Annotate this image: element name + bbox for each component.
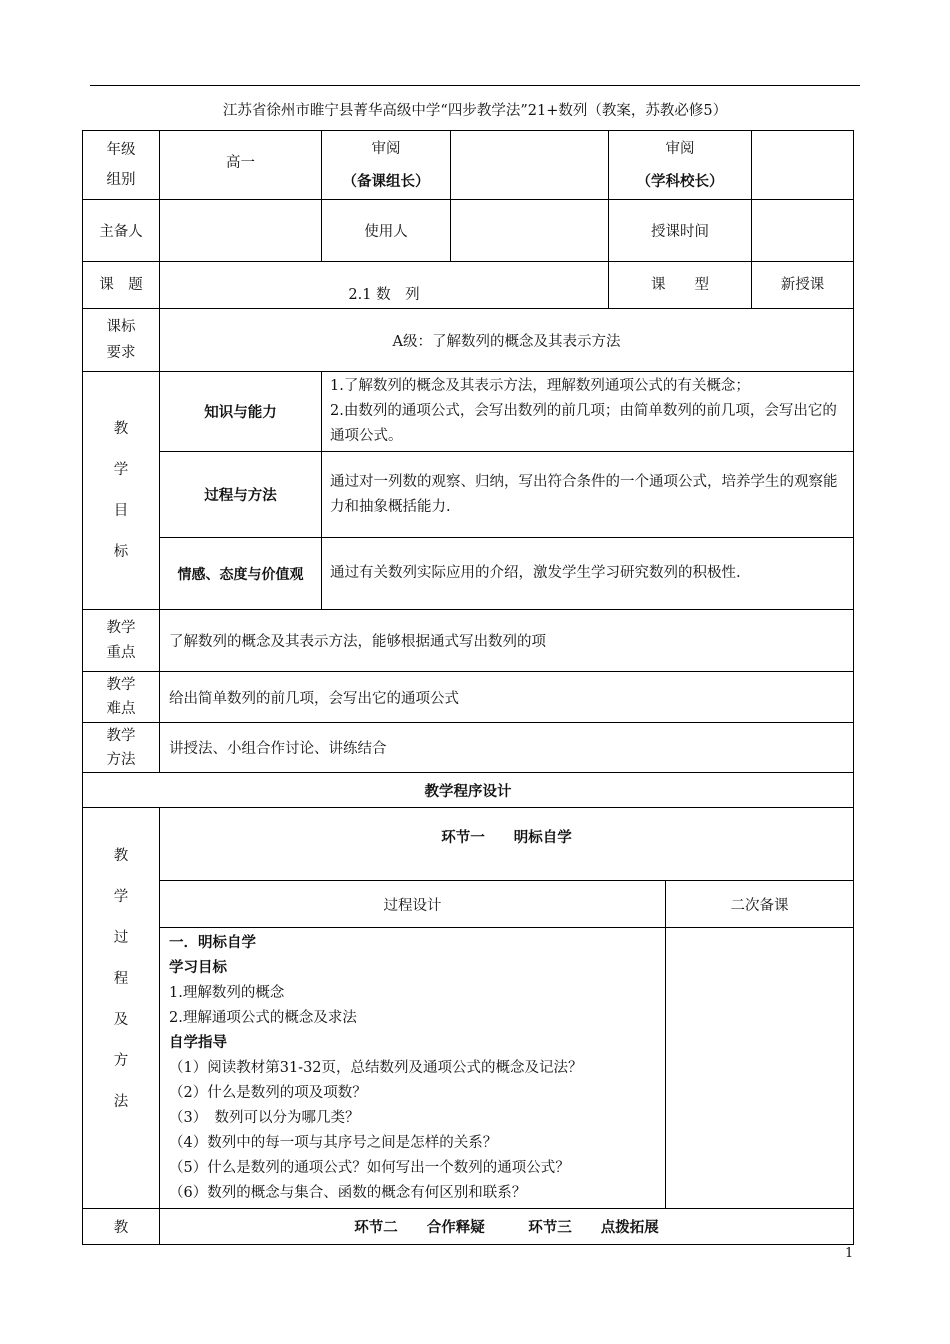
preparer-label: 主备人 <box>83 200 160 262</box>
objective-text-knowledge: 1.了解数列的概念及其表示方法，理解数列通项公式的有关概念； 2.由数列的通项公式，会写出数列的前几项；由简单数列的前几项，会写出它的通项公式。 <box>322 372 854 452</box>
design-title: 教学程序设计 <box>83 773 854 808</box>
time-value[interactable] <box>752 200 854 262</box>
goal-item: 1.理解数列的概念 <box>169 985 285 1001</box>
section-heading: 一．明标自学 <box>169 935 256 951</box>
difficulty-row <box>83 672 854 723</box>
difficulty-value: 给出简单数列的前几项，会写出它的通项公式 <box>160 672 854 723</box>
question-item: （4）数列中的每一项与其序号之间是怎样的关系？ <box>169 1135 498 1151</box>
method-row <box>83 723 854 773</box>
objective-text-attitude: 通过有关数列实际应用的介绍，激发学生学习研究数列的积极性. <box>322 538 854 610</box>
lesson-plan-table <box>82 130 854 1245</box>
learning-goals-heading: 学习目标 <box>169 960 227 976</box>
topic-row <box>83 262 854 309</box>
user-label: 使用人 <box>322 200 451 262</box>
question-item: （2）什么是数列的项及项数？ <box>169 1085 367 1101</box>
review-principal-value[interactable] <box>752 131 854 200</box>
process-label: 教 学 过 程 及 方 法 <box>83 808 160 1209</box>
stage1-row <box>83 808 854 881</box>
objective-row-3 <box>83 538 854 610</box>
grade-value: 高一 <box>160 131 322 200</box>
user-value[interactable] <box>451 200 609 262</box>
method-label: 教学 方法 <box>83 723 160 773</box>
review-group-leader-value[interactable] <box>451 131 609 200</box>
objective-row-2 <box>83 452 854 538</box>
question-item: （1）阅读教材第31-32页，总结数列及通项公式的概念及记法？ <box>169 1060 583 1076</box>
key-point-value: 了解数列的概念及其表示方法，能够根据通式写出数列的项 <box>160 610 854 672</box>
objective-name-process: 过程与方法 <box>160 452 322 538</box>
topic-label: 课 题 <box>83 262 160 309</box>
preparer-row <box>83 200 854 262</box>
type-value: 新授课 <box>752 262 854 309</box>
stage1-title: 环节一 明标自学 <box>160 808 854 881</box>
question-item: （5）什么是数列的通项公式？如何写出一个数列的通项公式？ <box>169 1160 570 1176</box>
review-group-leader-label: 审阅 （备课组长） <box>322 131 451 200</box>
question-item: （3） 数列可以分为哪几类？ <box>169 1110 360 1126</box>
document-header: 江苏省徐州市睢宁县菁华高级中学“四步教学法”21+数列（教案，苏教必修5） <box>222 103 728 119</box>
time-label: 授课时间 <box>609 200 752 262</box>
header-rule <box>90 85 860 86</box>
process-content-row <box>83 928 854 1209</box>
topic-value: 2.1 数 列 <box>160 262 609 309</box>
goal-item: 2.理解通项公式的概念及求法 <box>169 1010 357 1026</box>
preparer-value[interactable] <box>160 200 322 262</box>
difficulty-label: 教学 难点 <box>83 672 160 723</box>
stage23-title: 环节二 合作释疑 环节三 点拨拓展 <box>160 1209 854 1245</box>
review-principal-label: 审阅 （学科校长） <box>609 131 752 200</box>
page-number: 1 <box>845 1246 854 1261</box>
grade-label: 年级 组别 <box>83 131 160 200</box>
method-value: 讲授法、小组合作讨论、讲练结合 <box>160 723 854 773</box>
type-label: 课 型 <box>609 262 752 309</box>
objective-row-1 <box>83 372 854 452</box>
key-point-row <box>83 610 854 672</box>
key-point-label: 教学 重点 <box>83 610 160 672</box>
standard-row <box>83 309 854 372</box>
stage23-row <box>83 1209 854 1245</box>
process-content <box>160 928 666 1209</box>
objective-name-knowledge: 知识与能力 <box>160 372 322 452</box>
objectives-label: 教 学 目 标 <box>83 372 160 610</box>
grade-row <box>83 131 854 200</box>
objective-text-process: 通过对一列数的观察、归纳，写出符合条件的一个通项公式，培养学生的观察能力和抽象概括能力. <box>322 452 854 538</box>
standard-label: 课标 要求 <box>83 309 160 372</box>
self-study-heading: 自学指导 <box>169 1035 227 1051</box>
question-item: （6）数列的概念与集合、函数的概念有何区别和联系？ <box>169 1185 527 1201</box>
second-prep-notes[interactable] <box>666 928 854 1209</box>
process-design-header: 过程设计 <box>160 881 666 928</box>
objective-name-attitude: 情感、态度与价值观 <box>160 538 322 610</box>
second-prep-header: 二次备课 <box>666 881 854 928</box>
standard-value: A级：了解数列的概念及其表示方法 <box>160 309 854 372</box>
design-title-row <box>83 773 854 808</box>
stage23-label: 教 <box>83 1209 160 1245</box>
process-header-row <box>83 881 854 928</box>
